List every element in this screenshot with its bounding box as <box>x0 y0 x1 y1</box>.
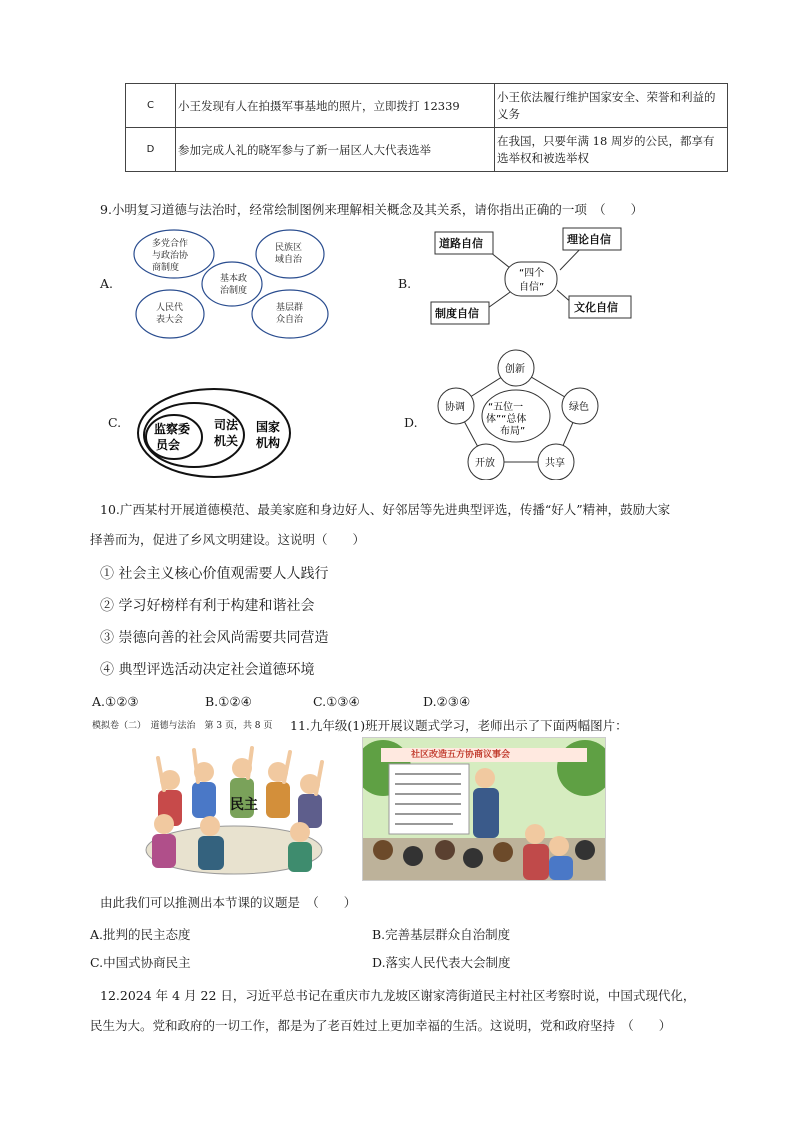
q10-stem-line1: 10.广西某村开展道德模范、最美家庭和身边好人、好邻居等先进典型评选，传播“好人”精神，鼓励大家 <box>100 502 671 517</box>
row-reason: 在我国，只要年满 18 周岁的公民，都享有选举权和被选举权 <box>495 128 728 172</box>
q12-line2: 民生为大。党和政府的一切工作，都是为了老百姓过上更加幸福的生活。这说明，党和政府坚持 （ ） <box>90 1018 672 1033</box>
b-box-3: 制度自信 <box>435 307 479 320</box>
meeting-illustration <box>134 740 332 878</box>
img1-label: 民主 <box>230 797 258 813</box>
page-footer: 模拟卷（二） 道德与法治 第 3 页，共 8 页 <box>92 721 273 731</box>
q10-stem-line2: 择善而为，促进了乡风文明建设。这说明（ ） <box>90 532 366 547</box>
table-row <box>126 128 728 172</box>
svg-text:体”“总体: 体”“总体 <box>486 414 527 425</box>
q9-option-a-label: A. <box>100 276 114 291</box>
community-meeting-illustration <box>362 737 606 881</box>
row-letter: D <box>126 128 176 172</box>
d-center: “五位一 <box>488 402 524 413</box>
bubble-1: 多党合作与政治协商制度 <box>152 239 189 273</box>
q11-followup: 由此我们可以推测出本节课的议题是 （ ） <box>100 895 357 910</box>
bubble-shape <box>202 262 262 306</box>
bubble-3: 人民代表大会 <box>156 303 184 325</box>
d-node-2: 绿色 <box>569 402 589 413</box>
q12-line1: 12.2024 年 4 月 22 日，习近平总书记在重庆市九龙坡区谢家湾街道民主村社区考察时说，中国式现代化， <box>100 988 696 1003</box>
bubble-shape <box>252 290 328 338</box>
q11-option-d: D.落实人民代表大会制度 <box>372 955 511 970</box>
d-node-5: 协调 <box>445 402 465 413</box>
c-middle: 司法 <box>214 418 239 432</box>
q10-option-a: A.①②③ <box>92 694 139 709</box>
q10-item-1: ① 社会主义核心价值观需要人人践行 <box>100 566 329 582</box>
c-outer: 国家 <box>256 420 281 434</box>
svg-text:机关: 机关 <box>214 434 239 448</box>
q9-option-b-label: B. <box>398 276 412 291</box>
q9-stem: 9.小明复习道德与法治时，经常绘制图例来理解相关概念及其关系，请你指出正确的一项 （ ） <box>100 202 644 217</box>
row-event: 小王发现有人在拍摄军事基地的照片，立即拨打 12339 <box>176 84 495 128</box>
q9-diagram-a <box>130 228 335 340</box>
q9-option-d-label: D. <box>404 415 418 430</box>
q11-option-b: B.完善基层群众自治制度 <box>372 927 511 942</box>
q9-option-c-label: C. <box>108 415 122 430</box>
d-node-1: 创新 <box>505 364 525 375</box>
table-row <box>126 84 728 128</box>
q10-item-4: ④ 典型评选活动决定社会道德环境 <box>100 662 315 678</box>
bubble-4: 基层群众自治 <box>276 303 304 325</box>
row-reason: 小王依法履行维护国家安全、荣誉和利益的义务 <box>495 84 728 128</box>
row-event: 参加完成人礼的晓军参与了新一届区人大代表选举 <box>176 128 495 172</box>
q9-diagram-b <box>425 224 635 328</box>
q10-option-c: C.①③④ <box>313 694 360 709</box>
row-letter: C <box>126 84 176 128</box>
b-center: “四个 <box>519 268 545 279</box>
q11-option-a: A.批判的民主态度 <box>90 927 191 942</box>
svg-text:自信”: 自信” <box>519 282 545 293</box>
q9-diagram-d <box>430 344 610 480</box>
svg-text:员会: 员会 <box>156 438 181 452</box>
bubble-2: 民族区域自治 <box>275 243 303 265</box>
q11-option-c: C.中国式协商民主 <box>90 955 191 970</box>
bubble-shape <box>256 230 324 278</box>
q9-diagram-c <box>134 385 294 485</box>
svg-text:机构: 机构 <box>256 436 281 450</box>
q10-option-d: D.②③④ <box>423 694 471 709</box>
img2-banner: 社区改造五方协商议事会 <box>411 750 511 760</box>
q10-option-b: B.①②④ <box>205 694 252 709</box>
q10-item-2: ② 学习好榜样有利于构建和谐社会 <box>100 598 315 614</box>
answer-table <box>125 83 728 172</box>
c-inner: 监察委 <box>154 422 191 436</box>
b-box-1: 道路自信 <box>439 237 483 250</box>
b-box-2: 理论自信 <box>567 233 611 246</box>
d-node-3: 共享 <box>545 458 565 469</box>
svg-text:布局”: 布局” <box>500 426 526 437</box>
b-box-4: 文化自信 <box>574 301 618 314</box>
q10-item-3: ③ 崇德向善的社会风尚需要共同营造 <box>100 630 329 646</box>
bubble-shape <box>136 290 204 338</box>
q11-stem: 11.九年级(1)班开展议题式学习，老师出示了下面两幅图片： <box>290 718 628 733</box>
d-node-4: 开放 <box>475 458 495 469</box>
bubble-center: 基本政治制度 <box>220 274 248 296</box>
